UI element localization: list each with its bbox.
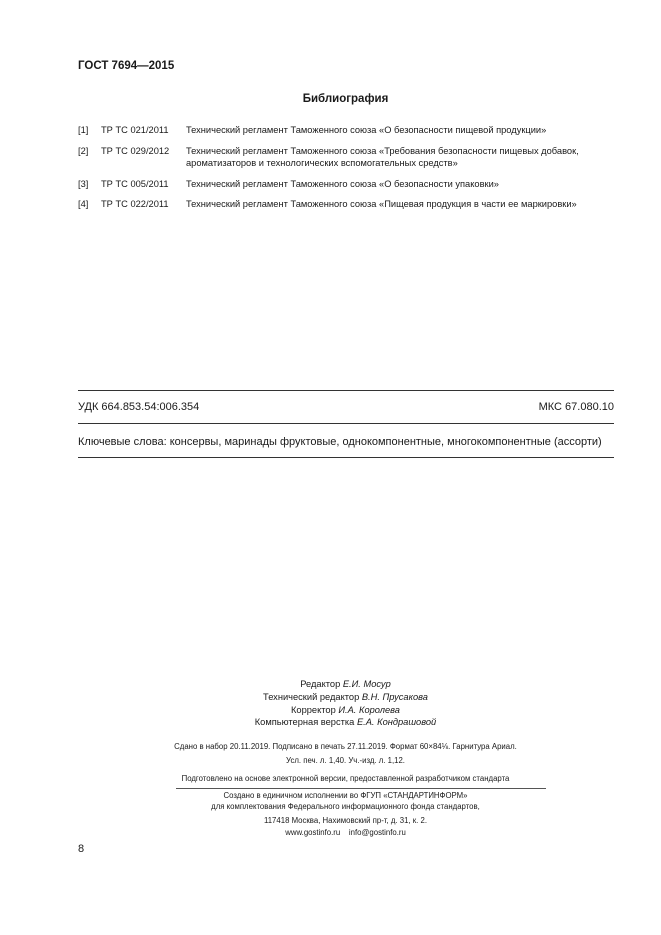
imprint-contacts: [0, 827, 661, 839]
bibliography-title: Библиография: [302, 93, 389, 105]
imprint-line: Подготовлено на основе электронной версии, предоставленной разработчиком стандарта: [181, 774, 510, 783]
entry-number: [4]: [78, 199, 89, 209]
udc-code: УДК 664.853.54:006.354: [78, 401, 200, 413]
imprint-line: для комплектования Федерального информационного фонда стандартов,: [211, 802, 480, 811]
credits-proofreader: Корректор И.А. Королева: [291, 705, 400, 715]
imprint-divider: [176, 788, 546, 789]
imprint-line: Сдано в набор 20.11.2019. Подписано в печать 27.11.2019. Формат 60×84⅛. Гарнитура Ариал.: [174, 742, 517, 751]
imprint-line: Создано в единичном исполнении во ФГУП «СТАНДАРТИНФОРМ»: [223, 791, 468, 800]
entry-code: ТР ТС 021/2011: [101, 125, 169, 135]
entry-text: Технический регламент Таможенного союза «О безопасности упаковки»: [186, 179, 499, 189]
entry-number: [3]: [78, 179, 89, 189]
entry-code: ТР ТС 022/2011: [101, 199, 169, 209]
middle-divider: [78, 423, 614, 424]
top-divider: [78, 390, 614, 391]
entry-text: Технический регламент Таможенного союза «Требования безопасности пищевых добавок, ароматизаторов и технологических вспомогательных средств»: [186, 146, 579, 168]
entry-text: Технический регламент Таможенного союза «Пищевая продукция в части ее маркировки»: [186, 199, 577, 209]
mks-code: МКС 67.080.10: [538, 401, 614, 413]
entry-number: [2]: [78, 146, 89, 156]
credits-tech-editor: Технический редактор В.Н. Прусакова: [263, 692, 428, 702]
entry-code: ТР ТС 029/2012: [101, 146, 170, 156]
standard-code: ГОСТ 7694—2015: [78, 60, 175, 72]
website-link[interactable]: www.gostinfo.ru: [285, 828, 341, 837]
imprint-line: 117418 Москва, Нахимовский пр-т, д. 31, к. 2.: [263, 816, 428, 825]
email-link[interactable]: info@gostinfo.ru: [348, 828, 406, 837]
entry-code: ТР ТС 005/2011: [101, 179, 169, 189]
credits-editor: Редактор Е.И. Мосур: [300, 679, 391, 689]
entry-number: [1]: [78, 125, 89, 135]
page-number: 8: [78, 843, 85, 855]
credits-layout: Компьютерная верстка Е.А. Кондрашовой: [254, 717, 437, 727]
keywords: Ключевые слова: консервы, маринады фруктовые, однокомпонентные, многокомпонентные (ассорти): [78, 436, 602, 448]
entry-text: Технический регламент Таможенного союза «О безопасности пищевой продукции»: [186, 125, 547, 135]
bottom-divider: [78, 457, 614, 458]
imprint-line: Усл. печ. л. 1,40. Уч.-изд. л. 1,12.: [286, 756, 405, 765]
